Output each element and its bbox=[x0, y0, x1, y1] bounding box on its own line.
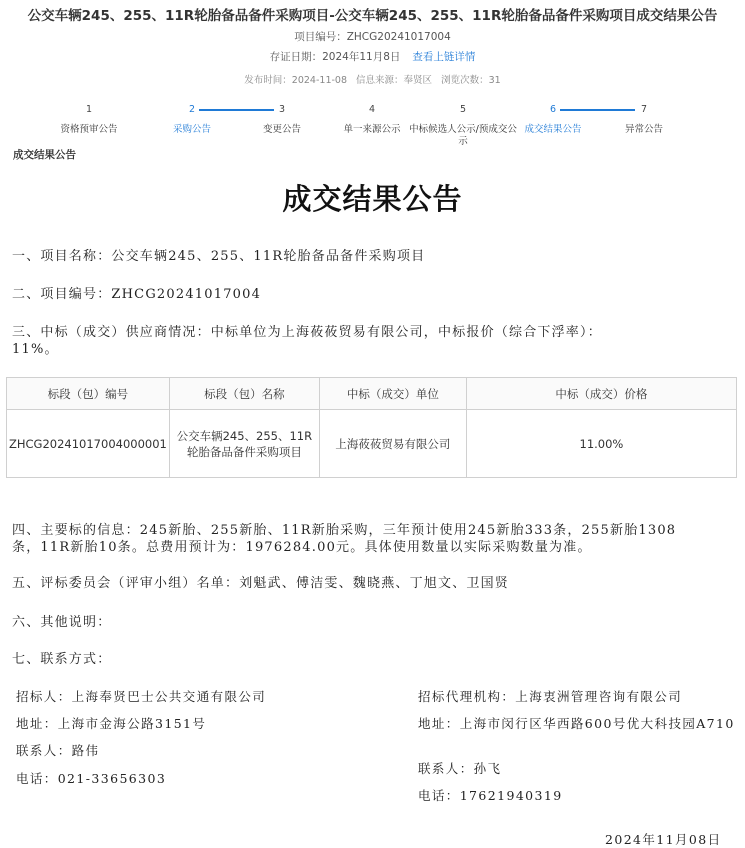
result-table bbox=[6, 377, 737, 478]
project-name-line: 一、项目名称：公交车辆245、255、11R轮胎备品备件采购项目 bbox=[12, 249, 426, 264]
view-count: 浏览次数：31 bbox=[441, 75, 501, 86]
step-single-source[interactable]: 4 单一来源公示 bbox=[343, 104, 401, 135]
document-title: 成交结果公告 bbox=[282, 182, 463, 216]
cell-code: ZHCG20241017004000001 bbox=[7, 410, 170, 478]
cell-unit: 上海莜莜贸易有限公司 bbox=[319, 410, 466, 478]
step-change-notice[interactable]: 3 变更公告 bbox=[262, 104, 301, 135]
table-row bbox=[7, 410, 737, 478]
contact-heading: 七、联系方式： bbox=[12, 652, 112, 667]
deposit-date: 存证日期：2024年11月8日 bbox=[269, 51, 401, 63]
agency-phone: 电话：17621940319 bbox=[418, 788, 563, 803]
tenderer-org: 招标人：上海奉贤巴士公共交通有限公司 bbox=[16, 689, 267, 704]
col-header-price: 中标（成交）价格 bbox=[466, 378, 736, 410]
col-header-code: 标段（包）编号 bbox=[7, 378, 170, 410]
col-header-unit: 中标（成交）单位 bbox=[319, 378, 466, 410]
tenderer-contact-person: 联系人：路伟 bbox=[16, 743, 100, 758]
publish-time: 发布时间：2024-11-08 bbox=[244, 75, 348, 86]
supplier-info-line: 三、中标（成交）供应商情况：中标单位为上海莜莜贸易有限公司，中标报价（综合下浮率）： bbox=[12, 325, 602, 340]
page-title: 公交车辆245、255、11R轮胎备品备件采购项目-公交车辆245、255、11R轮胎备品备件采购项目成交结果公告 bbox=[27, 8, 718, 24]
main-subject-line-cont: 条，11R新胎10条。总费用预计为：1976284.00元。具体使用数量以实际采购数量为准。 bbox=[12, 540, 592, 555]
col-header-name: 标段（包）名称 bbox=[169, 378, 319, 410]
step-abnormal-notice[interactable]: 7 异常公告 bbox=[624, 104, 663, 135]
project-number-line: 二、项目编号：ZHCG20241017004 bbox=[12, 287, 262, 302]
supplier-info-line-cont: 11%。 bbox=[12, 342, 59, 357]
section-label: 成交结果公告 bbox=[13, 149, 76, 161]
publish-meta bbox=[0, 72, 745, 86]
step-prequalification[interactable]: 1 资格预审公告 bbox=[60, 104, 118, 135]
agency-contact-person: 联系人：孙飞 bbox=[418, 761, 502, 776]
committee-line: 五、评标委员会（评审小组）名单：刘魁武、傅洁雯、魏晓燕、丁旭文、卫国贤 bbox=[12, 576, 510, 591]
deposit-info bbox=[0, 49, 745, 64]
project-number: 项目编号：ZHCG20241017004 bbox=[294, 31, 451, 43]
step-procurement-notice[interactable]: 2 采购公告 bbox=[172, 104, 211, 135]
step-result-notice[interactable]: 6 成交结果公告 bbox=[524, 104, 582, 135]
tenderer-phone: 电话：021-33656303 bbox=[16, 771, 167, 786]
cell-name: 公交车辆245、255、11R轮胎备品备件采购项目 bbox=[169, 410, 319, 478]
agency-address: 地址：上海市闵行区华西路600号优大科技园A710 bbox=[418, 716, 735, 731]
table-header-row bbox=[7, 378, 737, 410]
tenderer-address: 地址：上海市金海公路3151号 bbox=[16, 716, 207, 731]
view-chain-details-link[interactable]: 查看上链详情 bbox=[412, 51, 476, 63]
other-notes-line: 六、其他说明： bbox=[12, 615, 112, 630]
info-source: 信息来源：奉贤区 bbox=[356, 75, 433, 86]
agency-org: 招标代理机构：上海衷洲管理咨询有限公司 bbox=[418, 689, 683, 704]
main-subject-line: 四、主要标的信息：245新胎、255新胎、11R新胎采购，三年预计使用245新胎333条，255新胎1308 bbox=[12, 523, 677, 538]
cell-price: 11.00% bbox=[466, 410, 736, 478]
notice-date: 2024年11月08日 bbox=[605, 832, 722, 847]
process-steps bbox=[0, 103, 745, 151]
step-candidate-publicity[interactable]: 5 中标候选人公示/预成交公示 bbox=[409, 104, 517, 147]
